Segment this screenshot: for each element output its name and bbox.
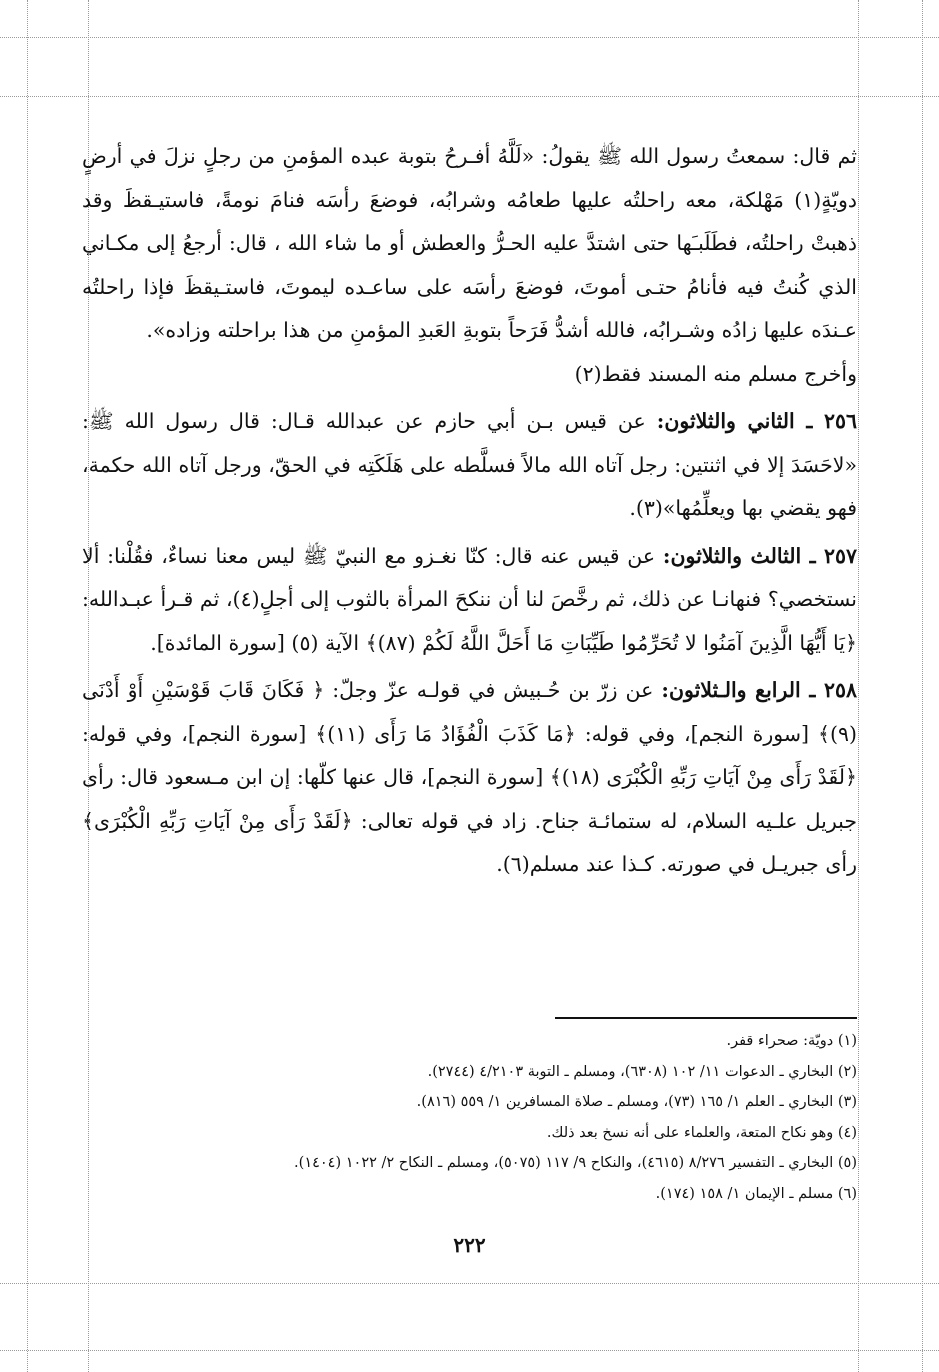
hadith-258 (82, 669, 857, 887)
guide-line (922, 0, 923, 1372)
hadith-text: عن قيس عنه قال: كنّا نغـزو مع النبيّ ﷺ ليس معنا نساءٌ، فقُلْنا: ألا نستخصي؟ فنهانـا عن ذلك، ثم رخَّصَ لنا أن ننكحَ المرأة بالثوب إلى أجلٍ(٤)، ثم قـرأ عبـدالله: ﴿يَا أَيُّهَا الَّذِينَ آمَنُوا لا تُحَرِّمُوا طَيِّبَاتِ مَا أَحَلَّ اللَّهُ لَكُمْ (٨٧)﴾ الآية (٥) [سورة المائدة]. (82, 543, 857, 655)
hadith-text: عن زرّ بن حُـبيش في قولـه عزّ وجلّ: ﴿ فَكَانَ قَابَ قَوْسَيْنِ أَوْ أَدْنَى (٩)﴾ [سورة النجم]، وفي قوله: ﴿مَا كَذَبَ الْفُؤَادُ مَا رَأَى (١١)﴾ [سورة النجم]، وفي قوله: ﴿لَقَدْ رَأَى مِنْ آيَاتِ رَبِّهِ الْكُبْرَى (١٨)﴾ [سورة النجم]، قال عنها كلّها: إن ابن مـسعود قال: رأى جبريل علـيه السلام، له ستمائـة جناح. زاد في قوله تعالى: ﴿لَقَدْ رَأَى مِنْ آيَاتِ رَبِّهِ الْكُبْرَى﴾ رأى جبريـل في صورته. كـذا عند مسلم(٦). (82, 678, 858, 876)
guide-line (27, 0, 28, 1372)
footnote-divider (555, 1017, 857, 1019)
footnotes (90, 1026, 857, 1209)
footnote: (١) دويّة: صحراء قفر. (726, 1033, 857, 1049)
footnote: (٥) البخاري ـ التفسير ٨/٢٧٦ (٤٦١٥)، والنكاح ٩/ ١١٧ (٥٠٧٥)، ومسلم ـ النكاح ٢/ ١٠٢٢ (١٤٠٤). (294, 1155, 857, 1171)
body-paragraph: وأخرج مسلم منه المسند فقط(٢) (574, 361, 857, 386)
hadith-heading: ٢٥٨ ـ الرابع والـثلاثون: (661, 678, 857, 702)
guide-line (0, 96, 939, 97)
hadith-heading: ٢٥٧ ـ الثالث والثلاثون: (662, 543, 857, 568)
hadith-257 (82, 535, 857, 666)
page-body (82, 135, 857, 887)
footnote: (٦) مسلم ـ الإيمان ١/ ١٥٨ (١٧٤). (655, 1185, 857, 1202)
hadith-256 (82, 400, 857, 531)
guide-line (0, 1350, 939, 1351)
hadith-heading: ٢٥٦ ـ الثاني والثلاثون: (656, 409, 858, 433)
footnote: (٣) البخاري ـ العلم ١/ ١٦٥ (٧٣)، ومسلم ـ صلاة المسافرين ١/ ٥٥٩ (٨١٦). (416, 1094, 857, 1110)
footnote: (٤) وهو نكاح المتعة، والعلماء على أنه نسخ بعد ذلك. (546, 1124, 857, 1141)
guide-line (0, 37, 939, 38)
body-paragraph: ثم قال: سمعتُ رسول الله ﷺ يقولُ: «لَلَّهُ أفـرحُ بتوبة عبده المؤمنِ من رجلٍ نزلَ في أرضٍ دويّةٍ(١) مَهْلكة، معه راحلتُه عليها طعامُه وشرابُه، فوضعَ رأسَه فنامَ نومةً، فاستيـقظَ وقد ذهبتْ راحلتُه، فطَلَبـَها حتى اشتدَّ عليه الحـرُّ والعطش أو ما شاء الله ، قال: أرجعُ إلى مكـاني الذي كُنتُ فيه فأنامُ حتـى أموتَ، فوضعَ رأسَه على ساعـده ليموتَ، فاستـيقظَ فإذا راحلتُه عـندَه عليها زادُه وشـرابُه، فالله أشدُّ فَرَحاً بتوبةِ العَبدِ المؤمنِ من هذا براحلته وزاده». (82, 144, 857, 342)
footnote: (٢) البخاري ـ الدعوات ١١/ ١٠٢ (٦٣٠٨)، ومسلم ـ التوبة ٤/٢١٠٣ (٢٧٤٤). (427, 1063, 857, 1080)
guide-line (0, 1283, 939, 1284)
hadith-text: عن قيس بـن أبي حازم عن عبدالله قـال: قال رسول الله ﷺ: «لاحَسَدَ إلا في اثنتين: رجل آتاه الله مالاً فسلَّطه على هَلَكَتِه في الحقّ، ورجل آتاه الله حكمة، فهو يقضي بها ويعلِّمُها»(٣). (82, 409, 857, 520)
guide-line (858, 0, 859, 1372)
page-number: ٢٢٢ (453, 1233, 486, 1257)
